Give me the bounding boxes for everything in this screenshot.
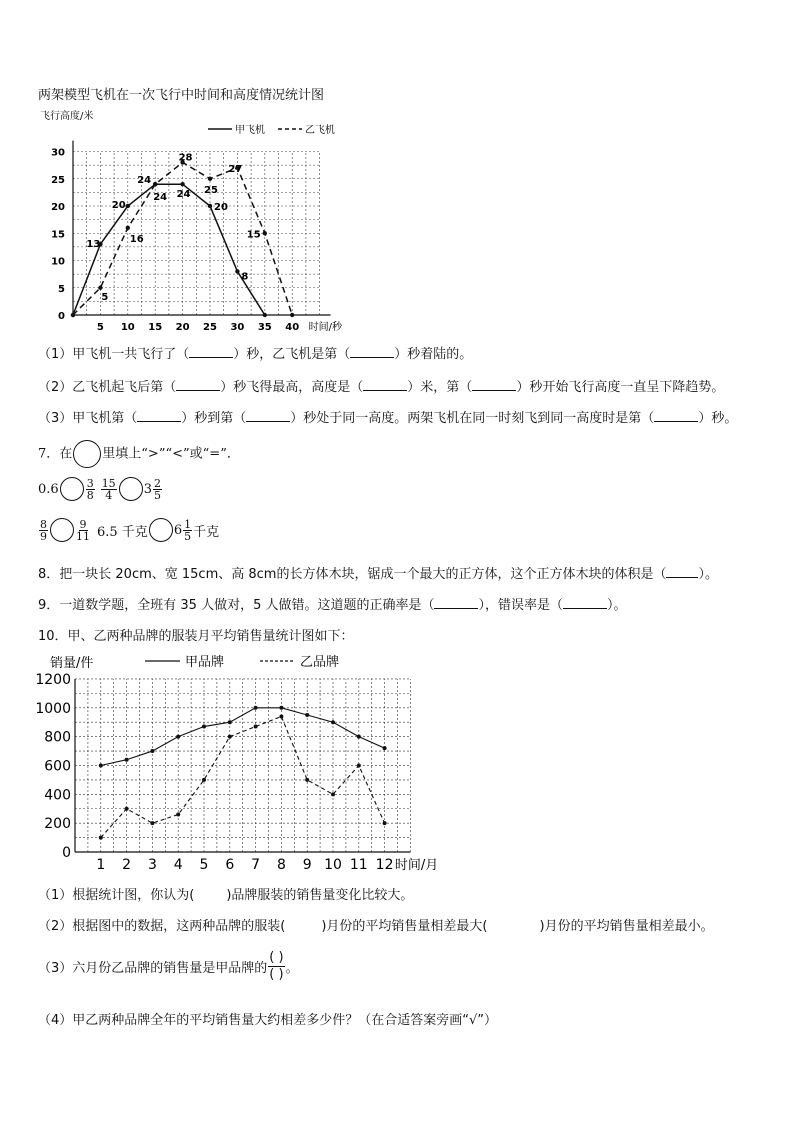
q10-title: 10．甲、乙两种品牌的服装月平均销售量统计图如下： — [38, 629, 354, 644]
x-axis-label: 时间/秒 — [308, 322, 343, 333]
q10-part2: （2）根据图中的数据，这两种品牌的服装( )月份的平均销售量相差最大( )月份的平均销售量相差最小。 — [38, 919, 714, 934]
y-axis-label: 销量/件 — [50, 656, 94, 671]
data-point — [125, 758, 129, 762]
data-point — [202, 778, 206, 782]
q10-part3: （3）六月份乙品牌的销售量是甲品牌的 $\frac{( )}{( )}$ 。 — [38, 950, 299, 982]
q10-part4: （4）甲乙两种品牌全年的平均销售量大约相差多少件？（在合适答案旁画“√”） — [38, 1013, 498, 1028]
answer-blank[interactable] — [189, 357, 233, 358]
q6-part2: （2）乙飞机起飞后第（ ）秒飞得最高，高度是（ ）米，第（ ）秒开始飞行高度一直呈下降趋势。 — [38, 380, 725, 395]
data-point — [126, 226, 130, 230]
data-label: 15 — [246, 229, 261, 241]
legend-label-b: 乙品牌 — [300, 655, 340, 670]
compare-circle[interactable] — [50, 518, 74, 542]
x-tick-label: 15 — [148, 322, 163, 333]
data-label: 5 — [101, 291, 109, 303]
x-tick-label: 2 — [122, 857, 132, 873]
answer-blank[interactable] — [434, 608, 478, 609]
q9-question: 9．一道数学题，全班有 35 人做对，5 人做错。这道题的正确率是（ ），错误率是（ ）。 — [38, 598, 627, 613]
answer-blank[interactable] — [563, 608, 607, 609]
data-point — [290, 313, 294, 317]
answer-blank[interactable] — [350, 357, 394, 358]
y-tick-label: 0 — [58, 311, 65, 322]
y-axis-label: 飞行高度/米 — [40, 111, 94, 122]
data-point — [331, 720, 335, 724]
answer-blank[interactable] — [654, 421, 698, 422]
x-tick-label: 8 — [276, 857, 286, 873]
data-point — [357, 735, 361, 739]
data-point — [279, 706, 283, 710]
answer-blank[interactable] — [472, 390, 516, 391]
data-label: 28 — [178, 152, 193, 164]
x-tick-label: 40 — [285, 322, 300, 333]
data-point — [279, 714, 283, 718]
data-label: 20 — [111, 200, 126, 211]
x-tick-label: 11 — [349, 857, 368, 873]
q7-instruction: 7．在 里填上“>”“<”或“=”． — [38, 440, 240, 468]
x-tick-label: 12 — [375, 857, 394, 873]
legend-label-a: 甲品牌 — [185, 655, 225, 670]
data-label: 8 — [241, 271, 249, 283]
data-point — [176, 813, 180, 817]
y-tick-label: 0 — [62, 845, 71, 861]
data-label: 24 — [153, 192, 168, 204]
data-point — [150, 821, 154, 825]
y-tick-label: 30 — [51, 147, 65, 159]
data-label: 25 — [204, 184, 218, 196]
data-point — [305, 778, 309, 782]
legend-label-a: 甲飞机 — [235, 125, 265, 136]
data-label: 13 — [86, 239, 101, 251]
data-point — [254, 706, 258, 710]
data-point — [383, 746, 387, 750]
y-tick-label: 15 — [51, 229, 65, 241]
sales-chart — [30, 645, 470, 875]
data-point — [383, 821, 387, 825]
data-label: 20 — [214, 202, 228, 213]
data-point — [263, 231, 267, 235]
data-point — [153, 182, 157, 186]
q6-part1: （1）甲飞机一共飞行了（ ）秒，乙飞机是第（ ）秒着陆的。 — [38, 347, 473, 362]
q10-part1: （1）根据统计图，你认为( )品牌服装的销售量变化比较大。 — [38, 888, 414, 903]
data-point — [98, 286, 102, 290]
compare-circle[interactable] — [119, 477, 143, 501]
q8-question: 8．把一块长 20cm、宽 15cm、高 8cm的长方体木块，锯成一个最大的正方体，这个正方体木块的体积是（ ）。 — [38, 567, 718, 582]
data-point — [176, 735, 180, 739]
data-label: 24 — [137, 175, 152, 187]
y-tick-label: 20 — [51, 202, 65, 213]
x-tick-label: 20 — [175, 322, 190, 333]
x-tick-label: 3 — [147, 857, 157, 873]
answer-blank[interactable] — [137, 421, 181, 422]
data-point — [228, 735, 232, 739]
x-tick-label: 10 — [324, 857, 342, 873]
x-axis-label: 时间/月 — [394, 858, 439, 873]
data-point — [228, 720, 232, 724]
x-tick-label: 1 — [96, 857, 106, 873]
data-point — [99, 763, 103, 767]
data-label: 16 — [129, 233, 144, 245]
data-point — [202, 725, 206, 729]
y-tick-label: 10 — [51, 256, 65, 268]
data-point — [208, 204, 212, 208]
q7-row2: $\frac{8}{9}$ $\frac{9}{11}$ 6.5 千克 6 $\frac{1}{5}$ 千克 — [40, 517, 220, 543]
answer-blank[interactable] — [176, 390, 220, 391]
data-point — [263, 313, 267, 317]
x-tick-label: 9 — [302, 857, 312, 873]
data-point — [305, 713, 309, 717]
y-tick-label: 1200 — [35, 671, 71, 688]
data-point — [208, 177, 212, 181]
y-tick-label: 1000 — [35, 700, 71, 717]
q6-part3: （3）甲飞机第（ ）秒到第（ ）秒处于同一高度。两架飞机在同一时刻飞到同一高度时是第（ ）秒。 — [38, 411, 738, 426]
data-point — [71, 313, 75, 317]
data-point — [126, 204, 130, 208]
data-point — [254, 725, 258, 729]
y-tick-label: 600 — [44, 758, 71, 775]
answer-blank[interactable] — [666, 577, 698, 578]
data-point — [99, 836, 103, 840]
data-point — [331, 792, 335, 796]
x-tick-label: 5 — [96, 322, 104, 333]
answer-blank[interactable] — [363, 390, 407, 391]
data-label: 24 — [176, 189, 191, 201]
x-tick-label: 35 — [257, 322, 272, 333]
y-tick-label: 200 — [44, 816, 71, 833]
x-tick-label: 5 — [199, 857, 209, 873]
compare-circle[interactable] — [149, 518, 173, 542]
compare-circle[interactable] — [73, 440, 101, 468]
x-tick-label: 6 — [225, 857, 235, 873]
data-point — [150, 749, 154, 753]
q7-row1: 0.6 $\frac{3}{8}$ $\frac{15}{4}$ 3 $\frac{2}{5}$ — [38, 476, 161, 502]
data-point — [235, 269, 239, 273]
data-point — [180, 182, 184, 186]
y-tick-label: 25 — [51, 174, 65, 186]
flight-chart — [30, 105, 360, 333]
y-tick-label: 800 — [44, 729, 71, 746]
y-tick-label: 400 — [44, 787, 71, 804]
data-point — [357, 763, 361, 767]
x-tick-label: 30 — [230, 322, 245, 333]
compare-circle[interactable] — [60, 477, 84, 501]
y-tick-label: 5 — [58, 283, 65, 295]
data-point — [125, 807, 129, 811]
answer-blank[interactable] — [246, 421, 290, 422]
legend-label-b: 乙飞机 — [305, 125, 335, 136]
data-label: 27 — [228, 163, 243, 175]
x-tick-label: 4 — [173, 857, 183, 873]
x-tick-label: 25 — [203, 322, 217, 333]
chart1-title: 两架模型飞机在一次飞行中时间和高度情况统计图 — [38, 88, 325, 103]
x-tick-label: 7 — [251, 857, 261, 873]
x-tick-label: 10 — [120, 322, 135, 333]
